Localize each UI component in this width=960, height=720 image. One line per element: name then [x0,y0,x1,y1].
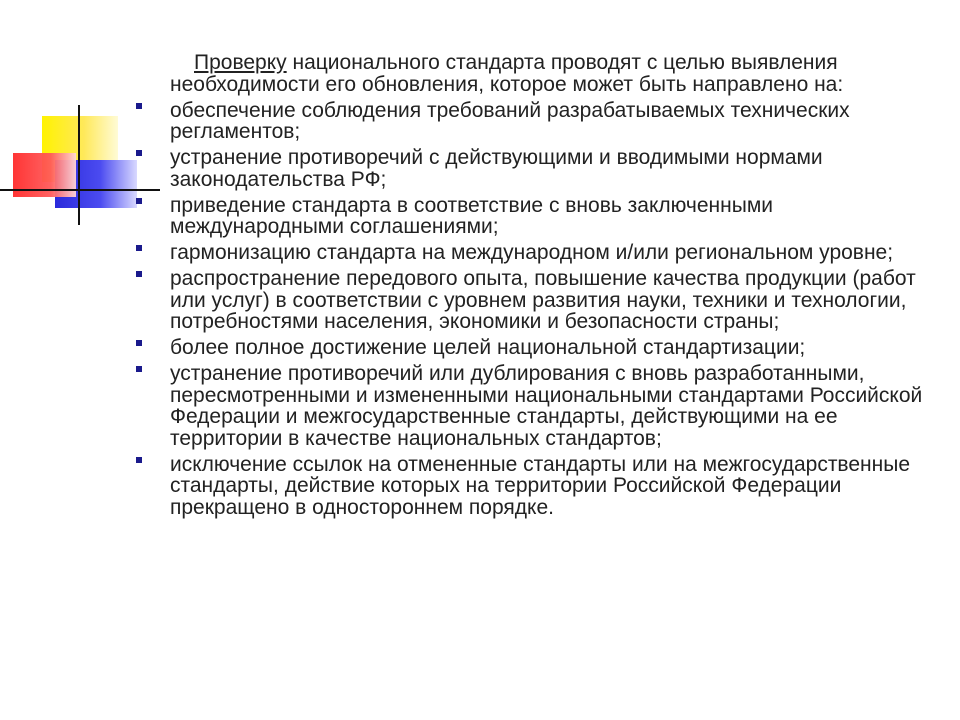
list-item [136,268,936,333]
square-bullet-icon [136,457,142,463]
list-item-text: исключение ссылок на отмененные стандарты или на межгосударственные стандарты, действие которых на территории Российской Федерации прекращено в одностороннем порядке. [170,452,911,519]
list-item-text: более полное достижение целей национальной стандартизации; [170,336,806,359]
intro-text: национального стандарта проводят с целью выявления необходимости его обновления, которое может быть направлено на: [170,51,844,96]
square-bullet-icon [136,340,142,346]
list-item-text: устранение противоречий или дублирования с вновь разработанными, пересмотренными и измененными национальными стандартами Российской Федерации и межгосударственные стандарты, действующими на ее территории в качестве национальных стандартов; [170,362,923,450]
square-bullet-icon [136,103,142,109]
list-item-text: устранение противоречий с действующими и вводимыми нормами законодательства РФ; [170,146,823,191]
list-item [136,100,936,143]
list-item-text: распространение передового опыта, повышение качества продукции (работ или услуг) в соответствии с уровнем развития науки, техники и технологии, потребностями населения, экономики и безопасности страны; [170,267,916,333]
intro-underlined-word: Проверку [194,51,287,74]
bullet-list [136,100,936,519]
list-item [136,454,936,519]
list-item [136,363,936,449]
vertical-line [78,105,80,225]
list-item-text: приведение стандарта в соответствие с вновь заключенными международными соглашениями; [170,193,773,238]
list-item [136,147,936,190]
square-bullet-icon [136,198,142,204]
list-item-text: обеспечение соблюдения требований разрабатываемых технических регламентов; [170,98,850,143]
list-item [136,195,936,238]
intro-paragraph [170,52,936,95]
list-item-text: гармонизацию стандарта на международном и/или региональном уровне; [170,241,894,264]
square-bullet-icon [136,245,142,251]
square-bullet-icon [136,271,142,277]
square-bullet-icon [136,366,142,372]
square-bullet-icon [136,150,142,156]
slide-text [136,52,936,518]
list-item [136,242,936,264]
list-item [136,337,936,359]
